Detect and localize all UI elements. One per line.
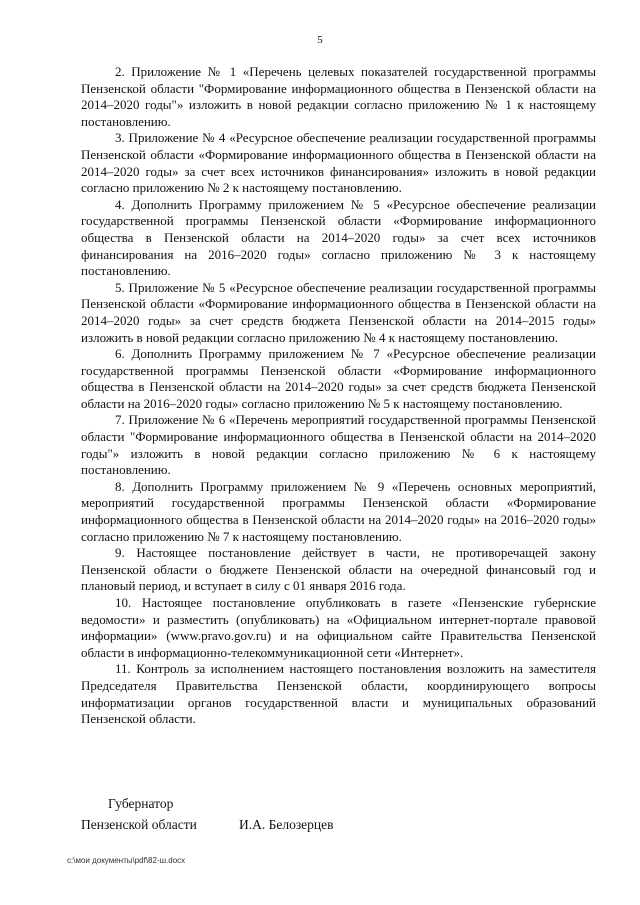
paragraph-4: 4. Дополнить Программу приложением № 5 «Ресурсное обеспечение реализации государственной программы Пензенской области «Формирование информационного общества в Пензенской области на 2014–2020 годы» за счет всех источников финансирования на 2016–2020 годы» согласно приложению № 3 к настоящему постановлению. [81,196,596,279]
paragraph-10: 10. Настоящее постановление опубликовать в газете «Пензенские губернские ведомости» и разместить (опубликовать) на «Официальном интернет-портале правовой информации» (www.pravo.gov.ru) и на официальном сайте Правительства Пензенской области в информационно-телекоммуникационной сети «Интернет». [81,595,596,660]
paragraph-9: 9. Настоящее постановление действует в части, не противоречащей закону Пензенской области о бюджете Пензенской области на очередной финансовый год и плановый период, и вступает в силу с 01 января 2016 года. [81,545,596,594]
paragraph-11: 11. Контроль за исполнением настоящего постановления возложить на заместителя Председателя Правительства Пензенской области, координирующего вопросы информатизации органов государственной власти и муниципальных образований Пензенской области. [81,661,596,727]
signature-block [81,793,596,835]
document-body [81,64,596,728]
signature-title-line1: Губернатор [108,796,174,811]
paragraph-5: 5. Приложение № 5 «Ресурсное обеспечение реализации государственной программы Пензенской области «Формирование информационного общества в Пензенской области на 2014–2020 годы» за счет средств бюджета Пензенской области на 2014–2015 годы» изложить в новой редакции согласно приложению № 4 к настоящему постановлению. [81,279,596,345]
paragraph-7: 7. Приложение № 6 «Перечень мероприятий государственной программы Пензенской области "Формирование информационного общества в Пензенской области на 2014–2020 годы"» изложить в новой редакции согласно приложению № 6 к настоящему постановлению. [81,412,596,478]
page-number: 5 [317,34,323,46]
paragraph-2: 2. Приложение № 1 «Перечень целевых показателей государственной программы Пензенской области "Формирование информационного общества в Пензенской области на 2014–2020 годы"» изложить в новой редакции согласно приложению № 1 к настоящему постановлению. [81,64,596,129]
footer-file-path: c:\мои документы\pdf\82-ш.docx [67,856,186,865]
signature-row [81,814,596,835]
paragraph-6: 6. Дополнить Программу приложением № 7 «Ресурсное обеспечение реализации государственной программы Пензенской области «Формирование информационного общества в Пензенской области на 2014–2020 годы» за счет средств бюджета Пензенской области на 2016–2020 годы» согласно приложению № 5 к настоящему постановлению. [81,346,596,411]
paragraph-8: 8. Дополнить Программу приложением № 9 «Перечень основных мероприятий, мероприятий государственной программы Пензенской области «Формирование информационного общества в Пензенской области на 2014–2020 годы» на 2016–2020 годы» согласно приложению № 7 к настоящему постановлению. [81,478,596,544]
signature-name: И.А. Белозерцев [239,817,334,832]
paragraph-3: 3. Приложение № 4 «Ресурсное обеспечение реализации государственной программы Пензенской области «Формирование информационного общества в Пензенской области на 2014–2020 годы» за счет всех источников финансирования» изложить в новой редакции согласно приложению № 2 к настоящему постановлению. [81,130,596,196]
signature-title-line2: Пензенской области [81,817,197,832]
